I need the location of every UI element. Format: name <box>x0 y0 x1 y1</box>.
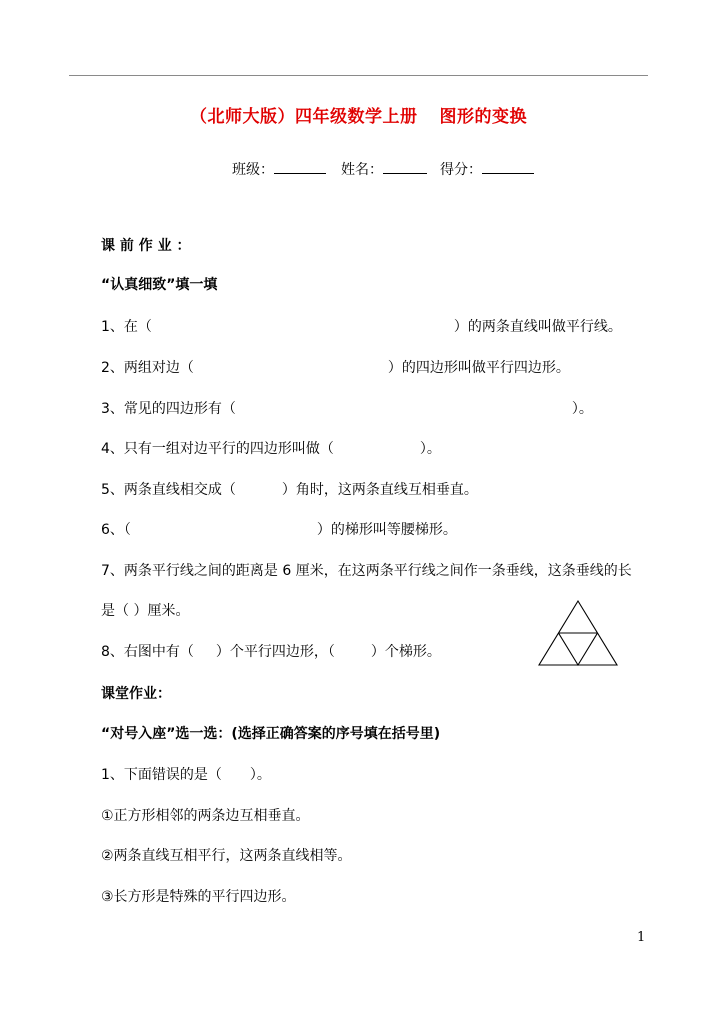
choice-option-2: ②两条直线互相平行，这两条直线相等。 <box>101 848 352 864</box>
triangle-figure <box>537 599 619 667</box>
fill-question-5: 5、两条直线相交成（ ）角时，这两条直线互相垂直。 <box>101 482 478 498</box>
name-label: 姓名： <box>341 162 383 178</box>
inner-triangle <box>559 633 598 665</box>
page-number: 1 <box>637 930 646 945</box>
fill-question-7: 7、两条平行线之间的距离是 6 厘米，在这两条平行线之间作一条垂线，这条垂线的长 <box>101 563 632 579</box>
class-blank[interactable] <box>274 159 326 174</box>
fill-question-1: 1、在（ ）的两条直线叫做平行线。 <box>101 319 622 335</box>
fill-question-8: 8、右图中有（ ）个平行四边形，（ ）个梯形。 <box>101 644 441 660</box>
fill-question-4: 4、只有一组对边平行的四边形叫做（ ）。 <box>101 441 441 457</box>
title-part1: （北师大版）四年级数学上册 <box>190 107 418 127</box>
class-label: 班级： <box>232 162 274 178</box>
choice-question-1: 1、下面错误的是（ ）。 <box>101 767 271 783</box>
name-blank[interactable] <box>383 159 427 174</box>
score-blank[interactable] <box>482 159 534 174</box>
choice-option-3: ③长方形是特殊的平行四边形。 <box>101 889 296 905</box>
in-class-heading: 课堂作业： <box>101 686 171 702</box>
score-label: 得分： <box>440 162 482 178</box>
fill-question-6: 6、（ ）的梯形叫等腰梯形。 <box>101 522 457 538</box>
fill-question-3: 3、常见的四边形有（ ）。 <box>101 401 593 417</box>
student-info <box>232 159 534 179</box>
header-rule <box>69 75 648 76</box>
page-title <box>0 102 717 127</box>
choose-heading: “对号入座”选一选：(选择正确答案的序号填在括号里) <box>101 726 441 742</box>
fill-question-2: 2、两组对边（ ）的四边形叫做平行四边形。 <box>101 360 570 376</box>
fill-question-7-cont: 是（ ）厘米。 <box>101 603 190 619</box>
pre-class-heading: 课 前 作 业 ： <box>101 238 191 254</box>
title-part2: 图形的变换 <box>439 107 527 127</box>
fill-heading: “认真细致”填一填 <box>101 277 218 293</box>
choice-option-1: ①正方形相邻的两条边互相垂直。 <box>101 808 310 824</box>
